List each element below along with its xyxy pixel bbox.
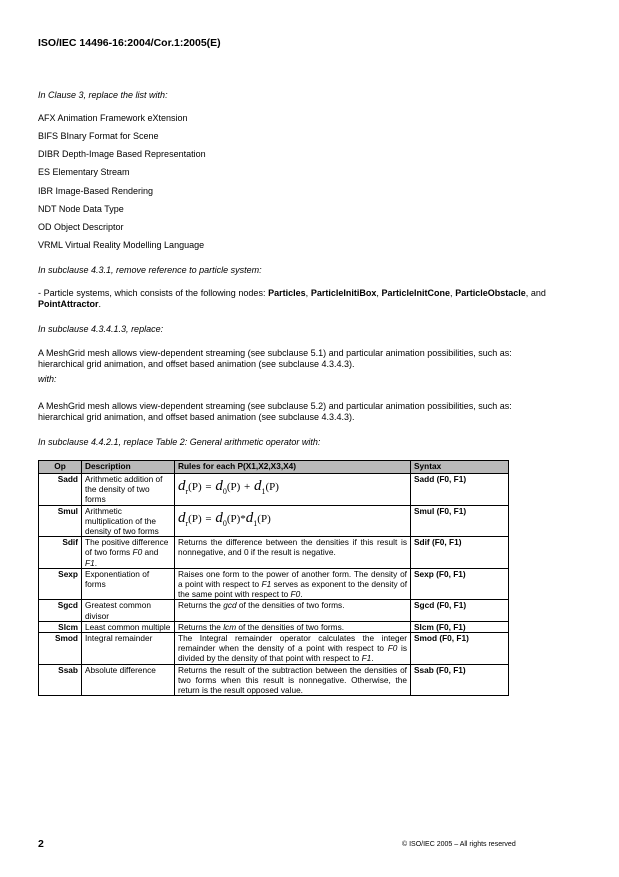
rule-cell: Returns the gcd of the densities of two forms. — [175, 600, 411, 621]
column-header-rules: Rules for each P(X1,X2,X3,X4) — [175, 461, 411, 474]
op-cell: Sdif — [39, 537, 82, 569]
sadd-formula: $d_r(P) = d_0(P) + d_1(P)$ — [175, 474, 411, 506]
op-cell: Sexp — [39, 568, 82, 600]
table-row — [39, 537, 509, 569]
abbreviation-item: IBR Image-Based Rendering — [38, 186, 154, 196]
description-cell: Integral remainder — [82, 633, 175, 665]
syntax-cell: Smod (F0, F1) — [411, 633, 509, 665]
table-row — [39, 664, 509, 696]
rule-cell: Returns the result of the subtraction between the densities of two forms when this result is nonnegative. Otherwise, the return is the result opposed value. — [175, 664, 411, 696]
abbreviation-item: NDT Node Data Type — [38, 204, 124, 214]
abbreviation-item: AFX Animation Framework eXtension — [38, 113, 188, 123]
rule-cell: Returns the lcm of the densities of two forms. — [175, 621, 411, 632]
document-header: ISO/IEC 14496-16:2004/Cor.1:2005(E) — [38, 37, 221, 49]
description-cell: Greatest common divisor — [82, 600, 175, 621]
abbreviation-item: VRML Virtual Reality Modelling Language — [38, 240, 205, 250]
rule-cell: Returns the difference between the densities if this result is nonnegative, and 0 if the result is negative. — [175, 537, 411, 569]
description-cell: Exponentiation of forms — [82, 568, 175, 600]
column-header-op: Op — [39, 461, 82, 474]
op-cell: Ssab — [39, 664, 82, 696]
instruction-subclause-4-3-1: In subclause 4.3.1, remove reference to particle system: — [38, 265, 262, 275]
rule-cell: The Integral remainder operator calculates the integer remainder when the density of a point with respect to F0 is divided by the density of that point with respect to F1. — [175, 633, 411, 665]
syntax-cell: Sexp (F0, F1) — [411, 568, 509, 600]
description-cell: Absolute difference — [82, 664, 175, 696]
op-cell: Sgcd — [39, 600, 82, 621]
particle-systems-paragraph: - Particle systems, which consists of the following nodes: Particles, ParticleInitiBox, ParticleInitCone, ParticleObstacle, and PointAttractor. — [38, 288, 546, 309]
syntax-cell: Ssab (F0, F1) — [411, 664, 509, 696]
rule-cell: Raises one form to the power of another form. The density of a point with respect to F1 serves as exponent to the density of the same point with respect to F0. — [175, 568, 411, 600]
arithmetic-operator-table — [38, 460, 509, 696]
abbreviation-item: ES Elementary Stream — [38, 167, 130, 177]
description-cell: The positive difference of two forms F0 and F1. — [82, 537, 175, 569]
syntax-cell: Slcm (F0, F1) — [411, 621, 509, 632]
page-number: 2 — [38, 838, 44, 850]
column-header-syntax: Syntax — [411, 461, 509, 474]
syntax-cell: Sadd (F0, F1) — [411, 474, 509, 506]
table-header-row — [39, 461, 509, 474]
instruction-subclause-4-3-4-1-3: In subclause 4.3.4.1.3, replace: — [38, 324, 164, 334]
syntax-cell: Sgcd (F0, F1) — [411, 600, 509, 621]
meshgrid-paragraph-replacement: A MeshGrid mesh allows view-dependent streaming (see subclause 5.2) and particular animation possibilities, such as: hierarchical grid animation, and offset based animation (see subclause 4.3.4.3). — [38, 401, 512, 422]
meshgrid-paragraph-original: A MeshGrid mesh allows view-dependent streaming (see subclause 5.1) and particular animation possibilities, such as: hierarchical grid animation, and offset based animation (see subclause 4.3.4.3). — [38, 348, 512, 369]
instruction-subclause-4-4-2-1: In subclause 4.4.2.1, replace Table 2: General arithmetic operator with: — [38, 437, 321, 447]
table-row — [39, 505, 509, 537]
smul-formula: $d_r(P) = d_0(P)*d_1(P)$ — [175, 505, 411, 537]
table-row — [39, 600, 509, 621]
table-row — [39, 474, 509, 506]
with-label: with: — [38, 374, 57, 384]
abbreviation-item: BIFS BInary Format for Scene — [38, 131, 159, 141]
op-cell: Sadd — [39, 474, 82, 506]
abbreviation-item: DIBR Depth-Image Based Representation — [38, 149, 206, 159]
table-row — [39, 621, 509, 632]
table-row — [39, 633, 509, 665]
syntax-cell: Sdif (F0, F1) — [411, 537, 509, 569]
instruction-clause-3: In Clause 3, replace the list with: — [38, 90, 168, 100]
column-header-description: Description — [82, 461, 175, 474]
op-cell: Smul — [39, 505, 82, 537]
op-cell: Slcm — [39, 621, 82, 632]
copyright-notice: © ISO/IEC 2005 – All rights reserved — [402, 841, 516, 848]
syntax-cell: Smul (F0, F1) — [411, 505, 509, 537]
description-cell: Least common multiple — [82, 621, 175, 632]
abbreviation-item: OD Object Descriptor — [38, 222, 124, 232]
description-cell: Arithmetic addition of the density of two forms — [82, 474, 175, 506]
table-row — [39, 568, 509, 600]
op-cell: Smod — [39, 633, 82, 665]
description-cell: Arithmetic multiplication of the density of two forms — [82, 505, 175, 537]
